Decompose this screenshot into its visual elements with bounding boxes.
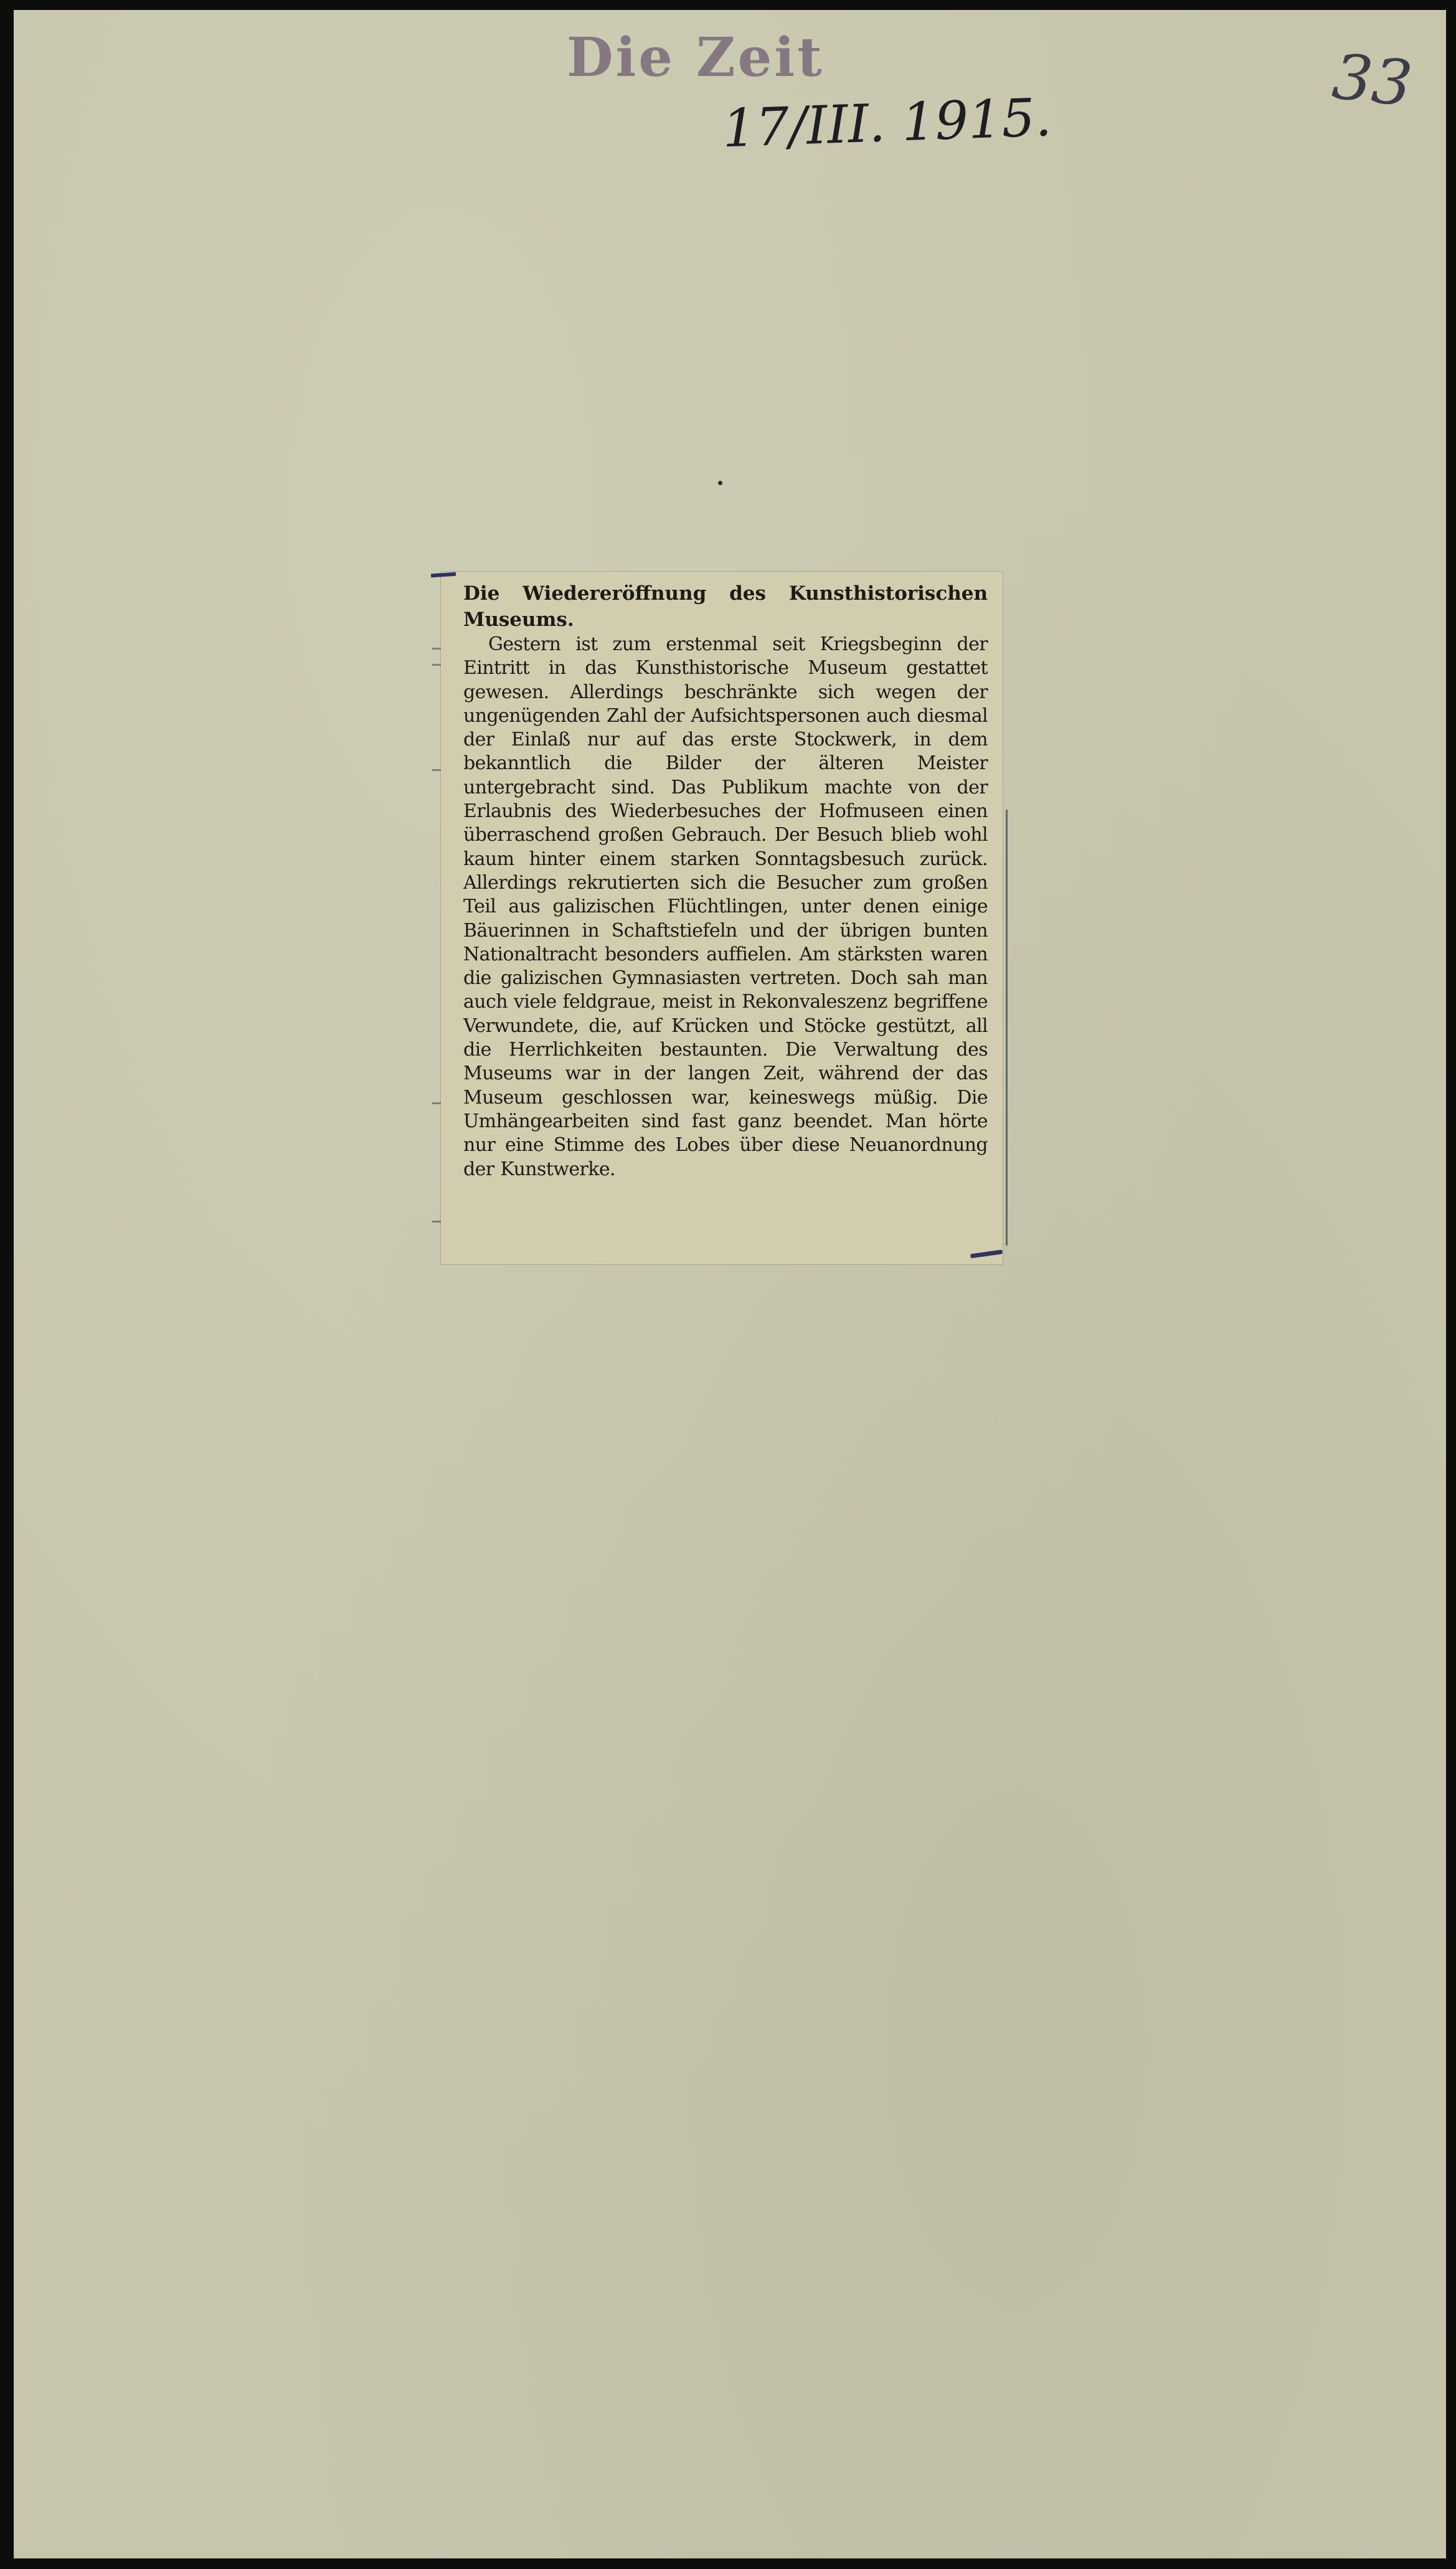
margin-tick <box>432 1221 441 1223</box>
margin-tick <box>432 664 441 666</box>
margin-tick <box>432 769 441 771</box>
newspaper-source-stamp: Die Zeit <box>567 26 825 89</box>
clipping-text-block <box>463 580 988 1181</box>
archive-sheet <box>14 10 1446 2558</box>
clipping-headline: Die Wiedereröffnung des Kunsthistorischen Museums. <box>463 582 988 631</box>
paper-speck <box>718 481 722 485</box>
margin-tick <box>432 648 441 650</box>
handwritten-date: 17/III. 1915. <box>721 87 1053 159</box>
folio-number: 33 <box>1329 40 1416 121</box>
newspaper-clipping <box>441 572 1003 1264</box>
pencil-margin-line <box>1006 810 1008 1246</box>
clipping-body: Gestern ist zum erstenmal seit Kriegsbeginn der Eintritt in das Kunsthistorische Museum gestattet gewesen. Allerdings beschränkte sich wegen der ungenügenden Zahl der Aufsichtspersonen auch diesmal der Einlaß nur auf das erste Stockwerk, in dem bekanntlich die Bilder der älteren Meister untergebracht sind. Das Publikum machte von der Erlaubnis des Wiederbesuches der Hofmuseen einen überraschend großen Gebrauch. Der Besuch blieb wohl kaum hinter einem starken Sonntagsbesuch zurück. Allerdings rekrutierten sich die Besucher zum großen Teil aus galizischen Flüchtlingen, unter denen einige Bäuerinnen in Schaftstiefeln und der übrigen bunten Nationaltracht besonders auffielen. Am stärksten waren die galizischen Gymnasiasten vertreten. Doch sah man auch viele feldgraue, meist in Rekonvaleszenz begriffene Verwundete, die, auf Krücken und Stöcke gestützt, all die Herrlichkeiten bestaunten. Die Verwaltung des Museums war in der langen Zeit, während der das Museum geschlossen war, keineswegs müßig. Die Umhängearbeiten sind fast ganz beendet. Man hörte nur eine Stimme des Lobes über diese Neuanordnung der Kunstwerke. <box>463 633 988 1180</box>
margin-tick <box>432 1102 441 1104</box>
